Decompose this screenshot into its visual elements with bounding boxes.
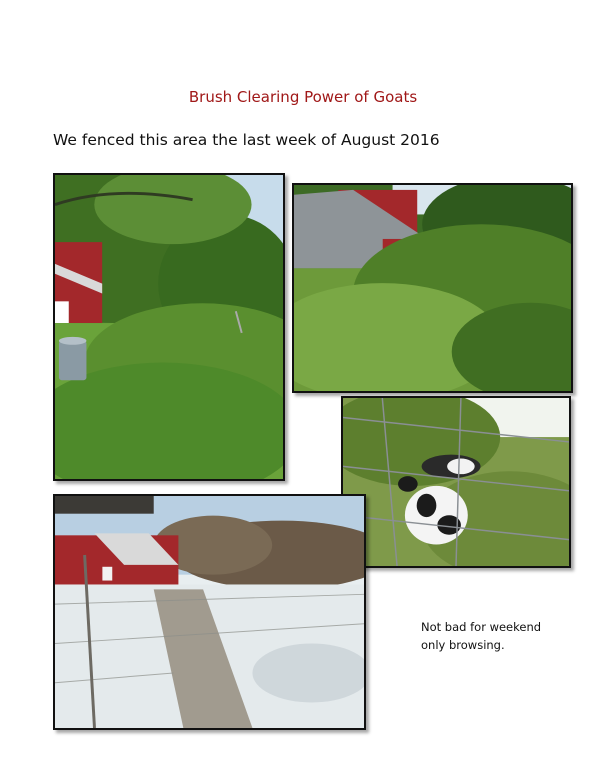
page-subtitle: We fenced this area the last week of August 2016 [53,131,440,149]
page-title: Brush Clearing Power of Goats [188,88,418,106]
caption [421,618,541,654]
photo-overgrown-field [53,173,285,481]
photo-barn-brush [292,183,573,393]
caption-line-2: only browsing. [421,638,505,652]
photo-goats-fence [341,396,571,568]
caption-line-1: Not bad for weekend [421,620,542,634]
photo-snowy-cleared-field [53,494,366,730]
